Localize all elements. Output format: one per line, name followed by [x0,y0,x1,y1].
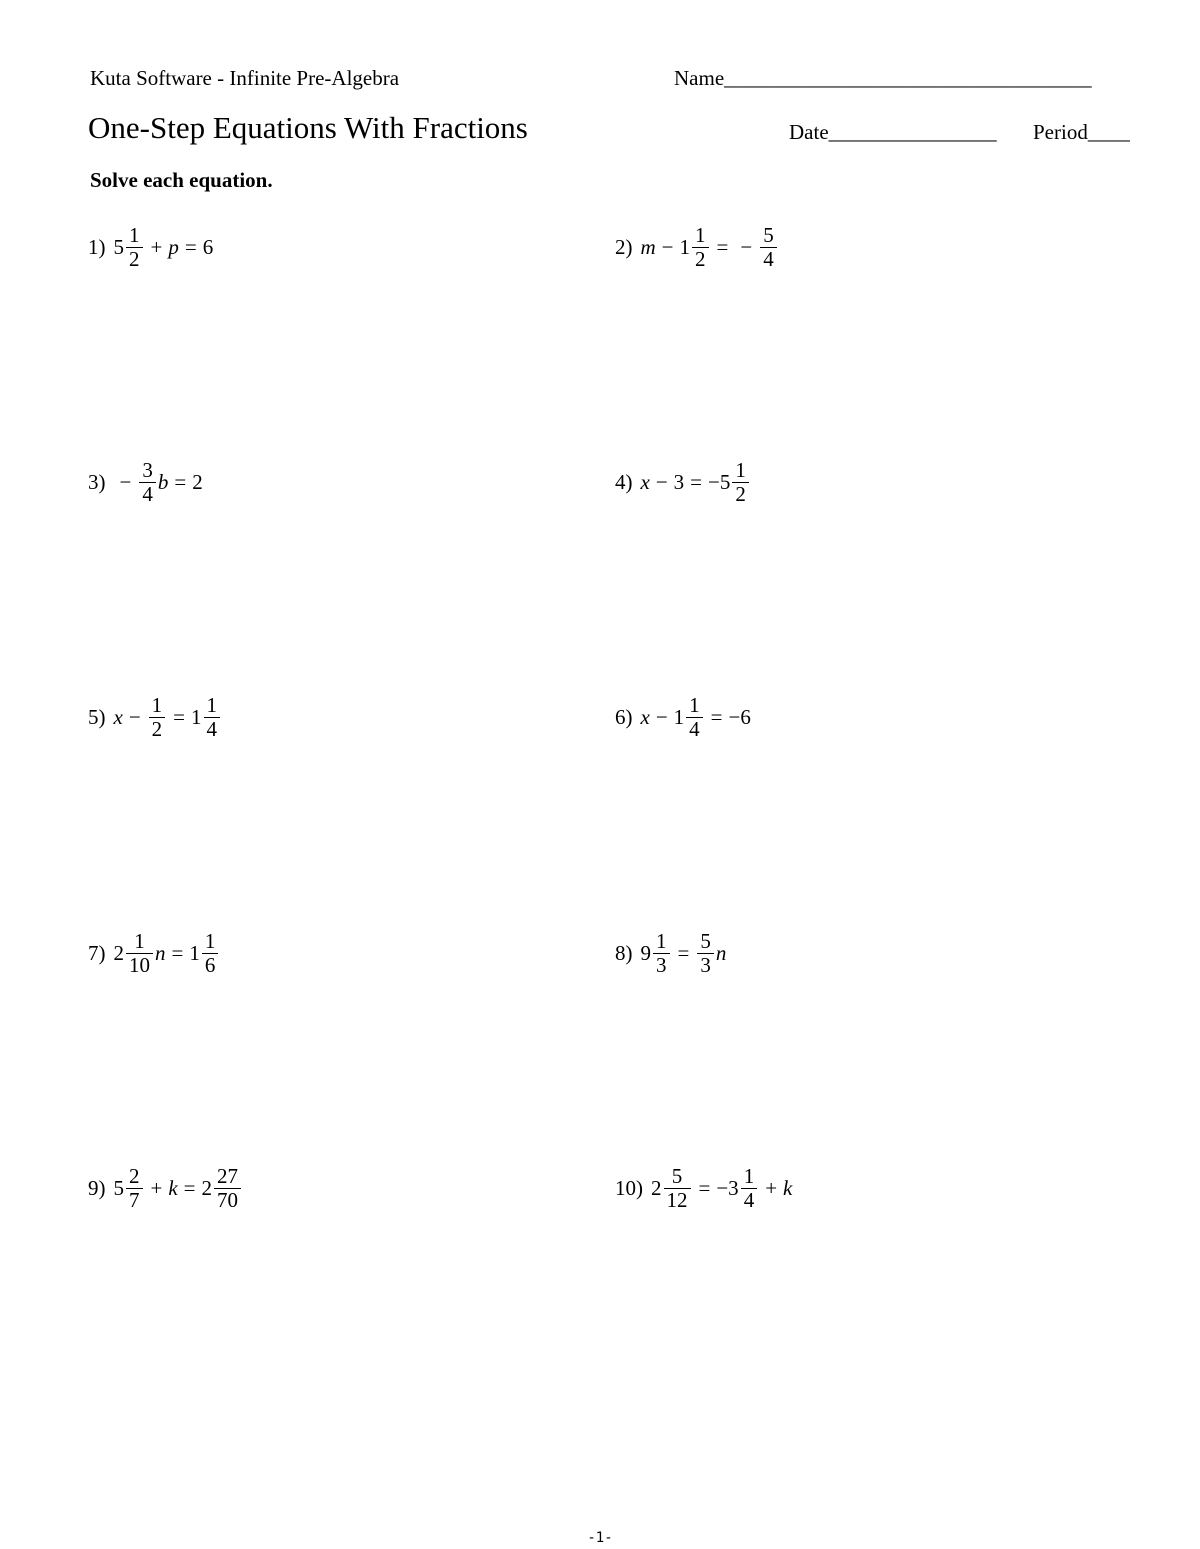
operator: = [698,1175,711,1200]
worksheet-title: One-Step Equations With Fractions [88,110,528,145]
numerator: 1 [129,223,140,248]
fraction [126,224,143,269]
operator: + [150,234,163,259]
denominator: 6 [202,953,219,976]
problem-number: 8) [615,940,633,965]
numerator: 5 [763,223,774,248]
number: −3 [716,1175,739,1200]
denominator: 10 [126,953,153,976]
variable: x [640,704,650,729]
number: 1 [679,234,691,259]
publisher-header: Kuta Software - Infinite Pre-Algebra [90,66,400,90]
operator: + [150,1175,163,1200]
variable: p [168,234,179,259]
denominator: 7 [126,1188,143,1211]
denominator: 70 [214,1188,241,1211]
problem-6 [615,682,751,752]
numerator: 1 [204,929,216,954]
variable: x [640,469,650,494]
variable: k [783,1175,793,1200]
operator: = [677,940,690,965]
problem-number: 6) [615,704,633,729]
numerator: 2 [129,1164,140,1189]
denominator: 3 [697,953,714,976]
number: 5 [113,234,124,259]
operator: − [740,234,753,259]
fraction [204,694,221,739]
problem-1 [88,212,213,282]
variable: x [113,704,123,729]
operator: = [171,940,184,965]
denominator: 3 [653,953,670,976]
problem-number: 1) [88,234,106,259]
numerator: 3 [142,458,153,483]
problem-number: 2) [615,234,633,259]
fraction [741,1165,758,1210]
denominator: 12 [664,1188,691,1211]
problem-7 [88,918,220,988]
fraction [139,459,156,504]
operator: = [716,234,729,259]
fraction [664,1165,691,1210]
problem-8 [615,918,726,988]
denominator: 2 [126,247,143,270]
number: 5 [113,1175,124,1200]
denominator: 4 [204,717,221,740]
denominator: 4 [139,482,156,505]
fraction [692,224,709,269]
number: −6 [728,704,751,729]
numerator: 1 [134,929,145,954]
operator: − [661,234,674,259]
fraction [202,930,219,975]
operator: + [765,1175,778,1200]
problem-number: 9) [88,1175,106,1200]
numerator: 1 [735,458,746,483]
operator: = [173,704,186,729]
operator: = [710,704,723,729]
problem-9 [88,1153,243,1223]
operator: − [655,469,668,494]
numerator: 1 [695,223,706,248]
problem-number: 7) [88,940,106,965]
problem-number: 4) [615,469,633,494]
numerator: 5 [671,1164,683,1189]
problem-number: 5) [88,704,106,729]
numerator: 1 [151,693,163,718]
number: 6 [202,234,214,259]
fraction [653,930,670,975]
numerator: 1 [743,1164,755,1189]
operator: = [184,234,197,259]
fraction [697,930,714,975]
problem-2 [615,212,779,282]
denominator: 2 [732,482,749,505]
number: 9 [640,940,651,965]
operator: = [183,1175,196,1200]
variable: m [640,234,656,259]
fraction [126,930,153,975]
name-field: Name___________________________________ [674,66,1092,90]
numerator: 1 [206,693,218,718]
numerator: 1 [689,693,700,718]
fraction [686,694,703,739]
number: −5 [708,469,731,494]
number: 3 [673,469,685,494]
number: 2 [651,1175,662,1200]
numerator: 27 [217,1164,239,1189]
numerator: 5 [700,929,711,954]
fraction [126,1165,143,1210]
denominator: 4 [760,247,777,270]
operator: = [690,469,703,494]
instructions: Solve each equation. [90,168,273,192]
problem-number: 3) [88,469,106,494]
variable: k [168,1175,178,1200]
denominator: 4 [686,717,703,740]
operator: − [119,469,132,494]
problem-5 [88,682,222,752]
operator: − [655,704,668,729]
operator: = [174,469,187,494]
operator: − [128,704,141,729]
denominator: 2 [149,717,166,740]
problem-3 [88,447,203,517]
date-field: Date________________ [789,120,997,144]
fraction [732,459,749,504]
variable: n [155,940,166,965]
fraction [214,1165,241,1210]
problem-number: 10) [615,1175,643,1200]
variable: b [157,469,169,494]
fraction [149,694,166,739]
denominator: 4 [741,1188,758,1211]
problem-4 [615,447,751,517]
period-field: Period____ [1033,120,1130,144]
numerator: 1 [656,929,667,954]
number: 2 [201,1175,213,1200]
number: 1 [189,940,200,965]
number: 1 [673,704,685,729]
page-number: -1- [587,1530,613,1546]
variable: n [715,940,727,965]
number: 2 [113,940,124,965]
denominator: 2 [692,247,709,270]
problem-10 [615,1153,792,1223]
fraction [760,224,777,269]
number: 1 [191,704,202,729]
number: 2 [192,469,203,494]
